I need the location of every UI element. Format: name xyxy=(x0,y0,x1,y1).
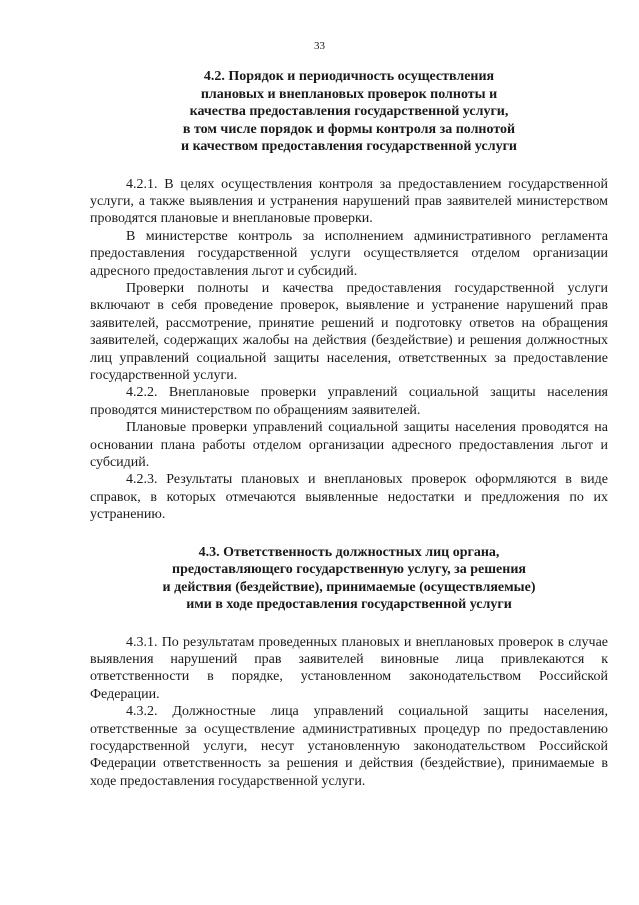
document-body xyxy=(90,68,608,790)
heading-line: качества предоставления государственной услуги, xyxy=(189,104,509,119)
heading-line: 4.2. Порядок и периодичность осуществления xyxy=(203,69,495,84)
heading-line: и качеством предоставления государственной услуги xyxy=(181,139,517,154)
section-4-3 xyxy=(90,544,608,791)
paragraph-4-3-1: 4.3.1. По результатам проведенных плановых и внеплановых проверок в случае выявления нарушений прав заявителей виновные лица привлекаются к ответственности в порядке, установленном законодательством Российской Федерации. xyxy=(90,634,608,702)
heading-line: ими в ходе предоставления государственной услуги xyxy=(186,597,512,613)
paragraph-4-2-1: 4.2.1. В целях осуществления контроля за предоставлением государственной услуги, а также выявления и устранения нарушений прав заявителей министерством проводятся плановые и внеплановые проверки. xyxy=(90,176,608,227)
section-4-2 xyxy=(90,68,608,524)
paragraph-inspections-scope: Проверки полноты и качества предоставления государственной услуги включают в себя проведение проверок, выявление и устранение нарушений прав заявителей, рассмотрение, принятие решений и подготовку ответов на обращения заявителей, содержащих жалобы на действия (бездействие) и решения должностных лиц управлений социальной защиты населения, ответственных за предоставление государственной услуги. xyxy=(90,280,608,383)
heading-line: 4.3. Ответственность должностных лиц органа, xyxy=(198,544,500,560)
heading-line: плановых и внеплановых проверок полноты и xyxy=(200,86,498,102)
section-4-3-heading xyxy=(90,544,608,614)
paragraph-4-2-2: 4.2.2. Внеплановые проверки управлений социальной защиты населения проводятся министерством по обращениям заявителей. xyxy=(90,385,608,418)
heading-line: предоставляющего государственную услугу, за решения xyxy=(172,562,526,578)
heading-line: в том числе порядок и формы контроля за полнотой xyxy=(182,121,516,137)
paragraph-planned-inspections: Плановые проверки управлений социальной защиты населения проводятся на основании плана работы отделом организации адресного предоставления льгот и субсидий. xyxy=(90,420,608,470)
page-number: 33 xyxy=(314,40,325,52)
paragraph-4-2-3: 4.2.3. Результаты плановых и внеплановых проверок оформляются в виде справок, в которых отмечаются выявленные недостатки и предложения по их устранению. xyxy=(90,472,608,523)
section-4-2-heading xyxy=(90,68,608,156)
paragraph-4-3-2: 4.3.2. Должностные лица управлений социальной защиты населения, ответственные за осуществление административных процедур по предоставлению государственной услуги, несут установленную законодательством Российской Федерации ответственность за решения и действия (бездействие), принимаемые в ходе предоставления государственной услуги. xyxy=(90,704,608,789)
paragraph-ministry-control: В министерстве контроль за исполнением административного регламента предоставления государственной услуги осуществляется отделом организации адресного предоставления льгот и субсидий. xyxy=(90,228,608,279)
heading-line: и действия (бездействие), принимаемые (осуществляемые) xyxy=(162,579,536,595)
